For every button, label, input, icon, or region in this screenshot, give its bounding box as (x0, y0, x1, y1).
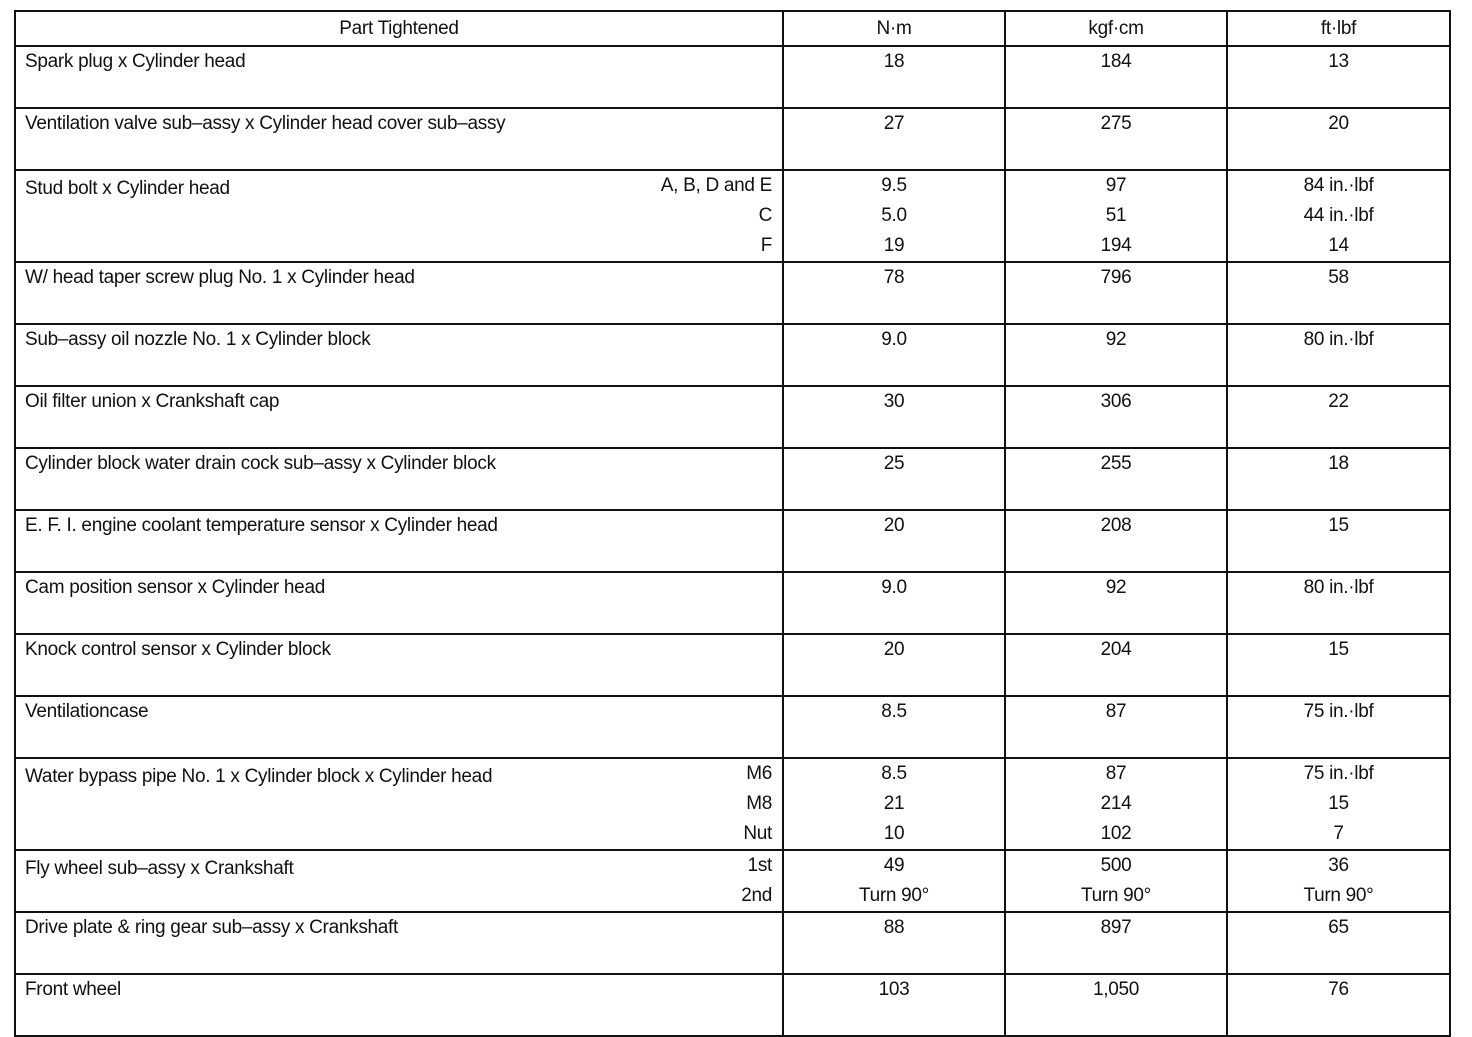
sub-label: Nut (743, 823, 772, 844)
ftlbf-value: 15 (1328, 515, 1349, 536)
sub-label (25, 727, 772, 757)
nm-value: 20 (883, 515, 905, 536)
nm-cell (783, 912, 1005, 974)
kgfcm-value: Turn 90° (1081, 885, 1151, 906)
kgfcm-value: 208 (1100, 515, 1132, 536)
kgfcm-value: 184 (1100, 51, 1132, 72)
part-name: Oil filter union x Crankshaft cap (25, 391, 280, 412)
nm-value: 27 (883, 113, 905, 134)
part-cell (15, 974, 783, 1036)
sub-label (25, 479, 772, 509)
sub-label (25, 139, 772, 169)
kgfcm-value: 204 (1100, 639, 1132, 660)
ftlbf-value: 7 (1333, 823, 1344, 844)
sub-label: A, B, D and E (660, 175, 772, 196)
ftlbf-cell (1227, 46, 1450, 108)
sub-label (25, 293, 772, 323)
sub-label (25, 1005, 772, 1035)
nm-cell (783, 850, 1005, 912)
kgfcm-value: 92 (1105, 329, 1127, 350)
nm-value: 30 (883, 391, 905, 412)
part-cell (15, 170, 783, 262)
part-cell (15, 386, 783, 448)
part-name: W/ head taper screw plug No. 1 x Cylinder head (25, 267, 415, 288)
sub-labels (25, 943, 772, 973)
part-name: Ventilationcase (25, 701, 149, 722)
nm-cell (783, 634, 1005, 696)
ftlbf-cell (1227, 850, 1450, 912)
ftlbf-cell (1227, 758, 1450, 850)
sub-label: 2nd (741, 885, 772, 906)
kgfcm-cell (1005, 850, 1227, 912)
sub-label (25, 665, 772, 695)
nm-value: 103 (878, 979, 910, 1000)
part-name: Fly wheel sub–assy x Crankshaft (25, 858, 294, 879)
part-cell (15, 510, 783, 572)
nm-value: 8.5 (881, 701, 907, 722)
part-name: Spark plug x Cylinder head (25, 51, 246, 72)
nm-value: 18 (883, 51, 905, 72)
table-row (15, 386, 1450, 448)
kgfcm-cell (1005, 696, 1227, 758)
table-row (15, 510, 1450, 572)
part-name: Sub–assy oil nozzle No. 1 x Cylinder block (25, 329, 371, 350)
nm-value: 21 (883, 793, 905, 814)
nm-value: 5.0 (881, 205, 907, 226)
part-name: Cylinder block water drain cock sub–assy x Cylinder block (25, 453, 496, 474)
nm-cell (783, 696, 1005, 758)
sub-label (25, 417, 772, 447)
ftlbf-cell (1227, 324, 1450, 386)
ftlbf-value: 65 (1328, 917, 1349, 938)
table-row (15, 634, 1450, 696)
ftlbf-cell (1227, 262, 1450, 324)
part-cell (15, 696, 783, 758)
ftlbf-cell (1227, 108, 1450, 170)
nm-value: 20 (883, 639, 905, 660)
part-name: Front wheel (25, 979, 121, 1000)
table-row (15, 448, 1450, 510)
part-cell (15, 850, 783, 912)
sub-labels (25, 355, 772, 385)
kgfcm-value: 87 (1105, 701, 1127, 722)
kgfcm-value: 194 (1100, 235, 1132, 256)
nm-cell (783, 46, 1005, 108)
ftlbf-value: 13 (1328, 51, 1349, 72)
kgfcm-value: 51 (1105, 205, 1127, 226)
ftlbf-value: 22 (1328, 391, 1349, 412)
kgfcm-cell (1005, 912, 1227, 974)
table-header-row (15, 11, 1450, 46)
table-row (15, 170, 1450, 262)
part-cell (15, 572, 783, 634)
sub-label: M6 (746, 763, 772, 784)
ftlbf-value: 75 in.·lbf (1303, 763, 1374, 784)
table-row (15, 912, 1450, 974)
nm-value: 10 (883, 823, 905, 844)
sub-label (25, 603, 772, 633)
kgfcm-value: 306 (1100, 391, 1132, 412)
nm-cell (783, 262, 1005, 324)
kgfcm-value: 897 (1100, 917, 1132, 938)
kgfcm-cell (1005, 46, 1227, 108)
part-cell (15, 758, 783, 850)
sub-labels (25, 665, 772, 695)
ftlbf-cell (1227, 974, 1450, 1036)
nm-value: 9.0 (881, 577, 907, 598)
table-row (15, 262, 1450, 324)
ftlbf-cell (1227, 170, 1450, 262)
nm-value: 78 (883, 267, 905, 288)
sub-label (25, 77, 772, 107)
nm-value: 8.5 (881, 763, 907, 784)
kgfcm-value: 214 (1100, 793, 1132, 814)
ftlbf-value: 36 (1328, 855, 1349, 876)
nm-cell (783, 108, 1005, 170)
nm-cell (783, 170, 1005, 262)
nm-cell (783, 758, 1005, 850)
kgfcm-cell (1005, 170, 1227, 262)
nm-value: Turn 90° (859, 885, 929, 906)
table-row (15, 850, 1450, 912)
ftlbf-value: 75 in.·lbf (1303, 701, 1374, 722)
nm-cell (783, 324, 1005, 386)
sub-label (25, 541, 772, 571)
sub-label: 1st (747, 855, 772, 876)
sub-labels (25, 1005, 772, 1035)
ftlbf-value: 20 (1328, 113, 1349, 134)
part-cell (15, 324, 783, 386)
ftlbf-value: 15 (1328, 639, 1349, 660)
part-cell (15, 448, 783, 510)
part-name: Cam position sensor x Cylinder head (25, 577, 325, 598)
part-name: Ventilation valve sub–assy x Cylinder head cover sub–assy (25, 113, 506, 134)
kgfcm-cell (1005, 386, 1227, 448)
ftlbf-cell (1227, 634, 1450, 696)
header-part-tightened: Part Tightened (15, 11, 783, 46)
sub-label: M8 (746, 793, 772, 814)
part-name: Stud bolt x Cylinder head (25, 178, 230, 199)
header-kgfcm: kgf·cm (1005, 11, 1227, 46)
sub-labels (25, 77, 772, 107)
ftlbf-cell (1227, 912, 1450, 974)
nm-value: 19 (883, 235, 905, 256)
nm-value: 25 (883, 453, 905, 474)
part-name: Drive plate & ring gear sub–assy x Crankshaft (25, 917, 399, 938)
ftlbf-cell (1227, 696, 1450, 758)
nm-cell (783, 974, 1005, 1036)
header-ftlbf: ft·lbf (1227, 11, 1450, 46)
kgfcm-value: 102 (1100, 823, 1132, 844)
ftlbf-value: 15 (1328, 793, 1349, 814)
ftlbf-value: Turn 90° (1303, 885, 1374, 906)
nm-cell (783, 386, 1005, 448)
sub-labels (25, 541, 772, 571)
sub-label (25, 355, 772, 385)
nm-value: 9.0 (881, 329, 907, 350)
part-name: E. F. I. engine coolant temperature sensor x Cylinder head (25, 515, 498, 536)
table-body (15, 46, 1450, 1036)
table-row (15, 974, 1450, 1036)
part-cell (15, 262, 783, 324)
nm-cell (783, 510, 1005, 572)
kgfcm-cell (1005, 974, 1227, 1036)
kgfcm-value: 87 (1105, 763, 1127, 784)
kgfcm-value: 796 (1100, 267, 1132, 288)
kgfcm-value: 275 (1100, 113, 1132, 134)
sub-labels (25, 603, 772, 633)
ftlbf-value: 58 (1328, 267, 1349, 288)
sub-label: F (760, 235, 772, 256)
sub-labels (25, 417, 772, 447)
nm-value: 9.5 (881, 175, 907, 196)
nm-value: 49 (883, 855, 905, 876)
torque-specification-table (14, 10, 1451, 1037)
header-nm: N·m (783, 11, 1005, 46)
kgfcm-cell (1005, 262, 1227, 324)
kgfcm-cell (1005, 324, 1227, 386)
kgfcm-value: 92 (1105, 577, 1127, 598)
ftlbf-value: 44 in.·lbf (1303, 205, 1374, 226)
table-row (15, 696, 1450, 758)
table-row (15, 758, 1450, 850)
sub-labels (25, 139, 772, 169)
sub-label: C (758, 205, 772, 226)
part-cell (15, 108, 783, 170)
sub-label (25, 943, 772, 973)
sub-labels (25, 479, 772, 509)
nm-cell (783, 448, 1005, 510)
part-cell (15, 912, 783, 974)
ftlbf-value: 14 (1328, 235, 1349, 256)
kgfcm-cell (1005, 108, 1227, 170)
table-row (15, 46, 1450, 108)
ftlbf-value: 80 in.·lbf (1303, 577, 1374, 598)
table-row (15, 572, 1450, 634)
part-name: Knock control sensor x Cylinder block (25, 639, 331, 660)
nm-cell (783, 572, 1005, 634)
kgfcm-cell (1005, 758, 1227, 850)
ftlbf-cell (1227, 572, 1450, 634)
ftlbf-value: 76 (1328, 979, 1349, 1000)
kgfcm-cell (1005, 448, 1227, 510)
sub-labels (25, 727, 772, 757)
part-cell (15, 634, 783, 696)
ftlbf-value: 80 in.·lbf (1303, 329, 1374, 350)
kgfcm-value: 500 (1100, 855, 1132, 876)
sub-labels (25, 293, 772, 323)
part-name: Water bypass pipe No. 1 x Cylinder block x Cylinder head (25, 766, 493, 787)
kgfcm-value: 255 (1100, 453, 1132, 474)
ftlbf-value: 18 (1328, 453, 1349, 474)
kgfcm-cell (1005, 634, 1227, 696)
ftlbf-cell (1227, 510, 1450, 572)
kgfcm-cell (1005, 510, 1227, 572)
ftlbf-value: 84 in.·lbf (1303, 175, 1374, 196)
kgfcm-cell (1005, 572, 1227, 634)
part-cell (15, 46, 783, 108)
kgfcm-value: 97 (1105, 175, 1127, 196)
table-row (15, 324, 1450, 386)
kgfcm-value: 1,050 (1092, 979, 1140, 1000)
ftlbf-cell (1227, 448, 1450, 510)
table-row (15, 108, 1450, 170)
ftlbf-cell (1227, 386, 1450, 448)
nm-value: 88 (883, 917, 905, 938)
